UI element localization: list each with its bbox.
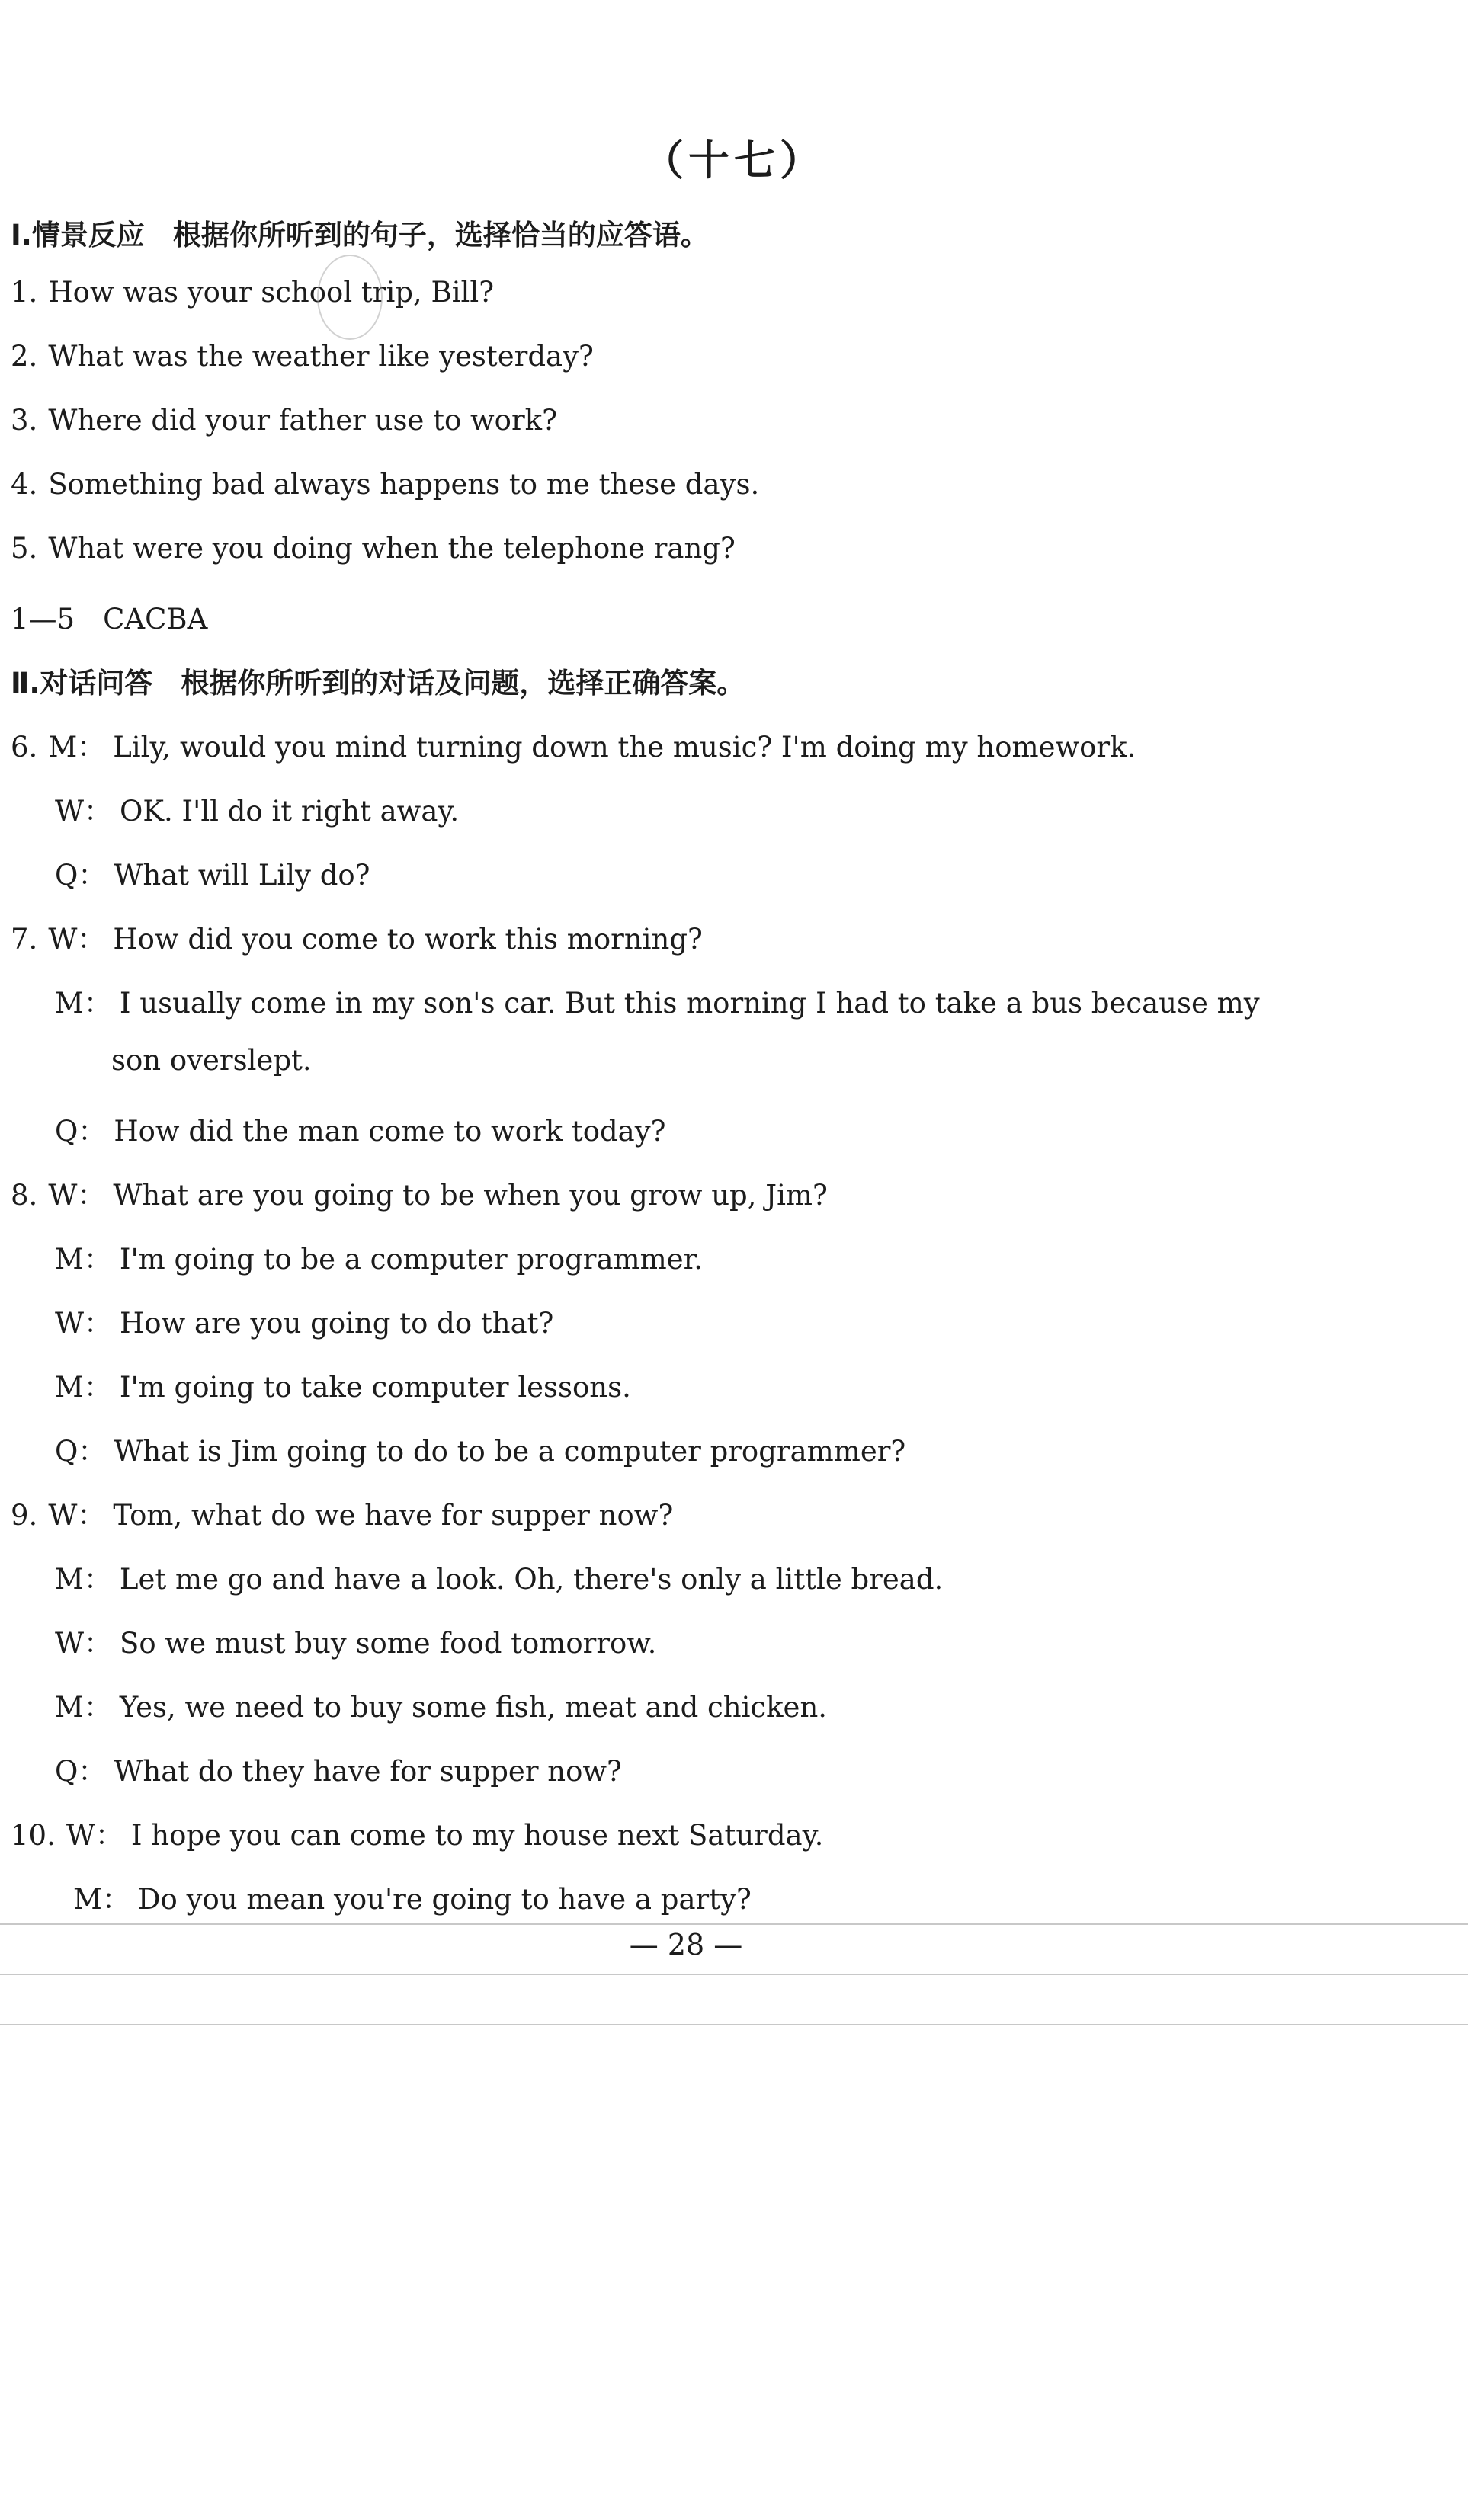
question-number: 2.	[11, 340, 38, 373]
dialogue-7-line-1	[11, 916, 703, 957]
question-1	[11, 276, 494, 309]
speaker-label: W：	[55, 1627, 113, 1660]
speaker-label: M：	[55, 1371, 112, 1404]
question-number: 5.	[11, 532, 38, 565]
question-4	[11, 468, 759, 501]
page-number: — 28 —	[629, 1928, 743, 1961]
question-5	[11, 532, 736, 565]
speaker-label: M：	[73, 1883, 130, 1916]
question-number: 3.	[11, 404, 38, 437]
speaker-label: Q：	[55, 1755, 107, 1788]
dialogue-number: 7.	[11, 923, 38, 956]
dialogue-8-line-2	[55, 1236, 703, 1277]
speaker-label: W：	[66, 1819, 123, 1852]
dialogue-7-line-2	[55, 980, 1260, 1021]
speaker-label: M：	[55, 1563, 112, 1596]
dialogue-text: Tom, what do we have for supper now?	[113, 1499, 674, 1532]
dialogue-9-line-2	[55, 1556, 943, 1597]
speaker-label: W：	[55, 795, 113, 828]
dialogue-text: Do you mean you're going to have a party?	[137, 1883, 752, 1916]
dialogue-7-line-2-cont	[111, 1044, 312, 1077]
dialogue-10-line-1	[11, 1812, 823, 1853]
speaker-label: W：	[48, 1179, 106, 1212]
question-number: 4.	[11, 468, 38, 501]
dialogue-9-line-4	[55, 1684, 827, 1725]
speaker-label: W：	[55, 1307, 113, 1340]
dialogue-text: I usually come in my son's car. But this morning I had to take a bus because my	[119, 987, 1260, 1020]
question-text: What was the weather like yesterday?	[48, 340, 594, 373]
footer-rule-top	[0, 1923, 1468, 1925]
speaker-label: W：	[48, 1499, 106, 1532]
stamp-mark	[317, 255, 383, 340]
speaker-label: M：	[55, 987, 112, 1020]
dialogue-text: How did the man come to work today?	[114, 1115, 666, 1148]
page-title: （十七）	[643, 136, 825, 184]
question-text: Something bad always happens to me these days.	[48, 468, 760, 501]
question-text: How was your school trip, Bill?	[48, 276, 495, 309]
dialogue-8-line-1	[11, 1172, 828, 1213]
question-2	[11, 340, 594, 373]
section-1-heading: Ⅰ.情景反应 根据你所听到的句子，选择恰当的应答语。	[11, 219, 709, 251]
dialogue-6-line-1	[11, 724, 1136, 765]
dialogue-text: So we must buy some food tomorrow.	[120, 1627, 657, 1660]
speaker-label: Q：	[55, 859, 107, 892]
question-3	[11, 404, 557, 437]
section-2-heading: Ⅱ.对话问答 根据你所听到的对话及问题，选择正确答案。	[11, 667, 745, 700]
footer-rule-middle	[0, 1974, 1468, 1975]
answer-key: 1—5 CACBA	[11, 603, 208, 636]
dialogue-number: 9.	[11, 1499, 38, 1532]
dialogue-text: What are you going to be when you grow up, Jim?	[113, 1179, 828, 1212]
speaker-label: Q：	[55, 1435, 107, 1468]
dialogue-text: I'm going to be a computer programmer.	[119, 1243, 704, 1276]
speaker-label: M：	[55, 1243, 112, 1276]
dialogue-9-line-3	[55, 1620, 656, 1661]
dialogue-10-line-2	[73, 1876, 752, 1917]
speaker-label: Q：	[55, 1115, 107, 1148]
dialogue-7-line-3	[55, 1108, 665, 1149]
speaker-label: M：	[48, 731, 106, 764]
question-text: Where did your father use to work?	[48, 404, 557, 437]
dialogue-text: OK. I'll do it right away.	[120, 795, 460, 828]
dialogue-number: 10.	[11, 1819, 56, 1852]
dialogue-text: I'm going to take computer lessons.	[119, 1371, 631, 1404]
dialogue-6-line-3	[55, 852, 370, 893]
dialogue-number: 6.	[11, 731, 38, 764]
dialogue-text: What is Jim going to do to be a computer programmer?	[114, 1435, 906, 1468]
dialogue-number: 8.	[11, 1179, 38, 1212]
dialogue-text: How did you come to work this morning?	[113, 923, 703, 956]
footer-rule-bottom	[0, 2024, 1468, 2025]
dialogue-8-line-5	[55, 1428, 905, 1469]
dialogue-text: How are you going to do that?	[120, 1307, 554, 1340]
dialogue-text: What will Lily do?	[114, 859, 370, 892]
dialogue-9-line-1	[11, 1492, 673, 1533]
dialogue-6-line-2	[55, 788, 459, 829]
speaker-label: W：	[48, 923, 106, 956]
dialogue-text: Lily, would you mind turning down the music? I'm doing my homework.	[113, 731, 1136, 764]
dialogue-text: What do they have for supper now?	[114, 1755, 622, 1788]
dialogue-9-line-5	[55, 1748, 622, 1789]
question-text: What were you doing when the telephone rang?	[48, 532, 736, 565]
dialogue-8-line-4	[55, 1364, 631, 1405]
question-number: 1.	[11, 276, 38, 309]
dialogue-text: I hope you can come to my house next Saturday.	[130, 1819, 824, 1852]
dialogue-text: Let me go and have a look. Oh, there's only a little bread.	[119, 1563, 944, 1596]
dialogue-text: Yes, we need to buy some fish, meat and chicken.	[119, 1691, 828, 1724]
dialogue-text: son overslept.	[111, 1044, 312, 1077]
dialogue-8-line-3	[55, 1300, 553, 1341]
speaker-label: M：	[55, 1691, 112, 1724]
